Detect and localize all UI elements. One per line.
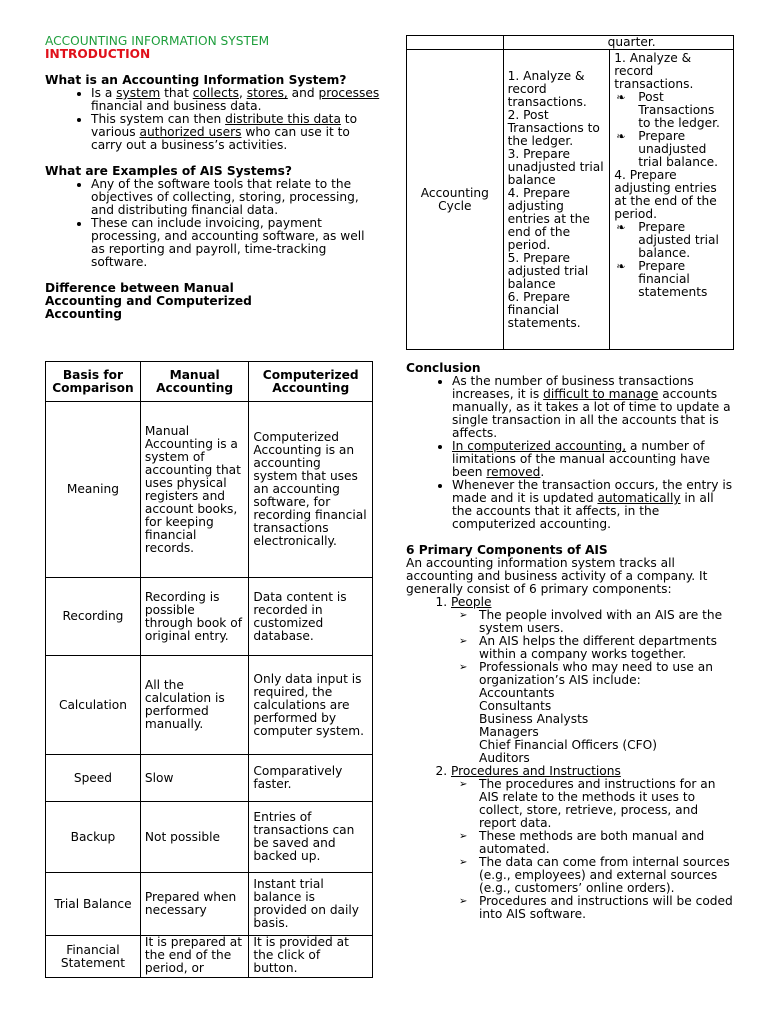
- list-item: • Is a system that collects, stores, and processes financial and business data.: [91, 87, 380, 113]
- cycle-sublist: [614, 91, 729, 169]
- table-row: [407, 36, 734, 50]
- list-item: • Any of the software tools that relate to the objectives of collecting, storing, processing, and distributing financial data.: [91, 178, 380, 217]
- people-points: [451, 609, 736, 687]
- table-cell: Trial Balance: [46, 873, 141, 936]
- list-item: ➢ These methods are both manual and automated.: [479, 830, 736, 856]
- list-item: ❧ Prepare unadjusted trial balance.: [638, 130, 729, 169]
- table-row: [46, 578, 373, 656]
- table-cell: Data content is recorded in customized database.: [249, 578, 373, 656]
- list-item: ➢ Professionals who may need to use an organization’s AIS include:: [479, 661, 736, 687]
- components-heading: 6 Primary Components of AIS: [406, 543, 608, 557]
- table-cell: It is provided at the click of button.: [249, 936, 373, 978]
- table-row: [46, 802, 373, 873]
- section-title: INTRODUCTION: [45, 47, 151, 61]
- table-cell: Only data input is required, the calculations are performed by computer system.: [249, 656, 373, 755]
- examples-heading: What are Examples of AIS Systems?: [45, 164, 292, 178]
- table-row: [407, 50, 734, 350]
- column-header: Computerized Accounting: [249, 362, 373, 402]
- component-title: Procedures and Instructions: [451, 764, 621, 778]
- right-column: [406, 362, 736, 921]
- table-cell: [407, 36, 504, 50]
- component-title: People: [451, 595, 492, 609]
- components-list: [406, 596, 736, 921]
- column-header: Manual Accounting: [140, 362, 249, 402]
- column-header: Basis for Comparison: [46, 362, 141, 402]
- conclusion-heading: Conclusion: [406, 361, 481, 375]
- cycle-step: 1. Analyze & record transactions.: [614, 51, 694, 91]
- role-item: Auditors: [479, 751, 530, 765]
- table-cell: Instant trial balance is provided on daily basis.: [249, 873, 373, 936]
- components-intro: An accounting information system tracks all accounting and business activity of a company. It generally consist of 6 primary components:: [406, 556, 708, 596]
- table-cell: Not possible: [140, 802, 249, 873]
- list-item: ❧ Post Transactions to the ledger.: [638, 91, 729, 130]
- table-cell: Prepared when necessary: [140, 873, 249, 936]
- list-item: ➢ Procedures and instructions will be coded into AIS software.: [479, 895, 736, 921]
- table-cell: quarter.: [503, 36, 733, 50]
- role-item: Consultants: [479, 699, 552, 713]
- list-item: • This system can then distribute this data to various authorized users who can use it to carry out a business’s activities.: [91, 113, 380, 152]
- list-item: • These can include invoicing, payment processing, and accounting software, as well as reporting and payroll, time-tracking software.: [91, 217, 380, 269]
- role-item: Business Analysts: [479, 712, 589, 726]
- conclusion-list: [406, 375, 736, 531]
- document-title: ACCOUNTING INFORMATION SYSTEM: [45, 34, 270, 48]
- what-is-heading: What is an Accounting Information System?: [45, 73, 347, 87]
- component-procedures: [451, 765, 736, 921]
- procedures-points: [451, 778, 736, 921]
- role-item: Chief Financial Officers (CFO): [479, 738, 657, 752]
- table-row: [46, 873, 373, 936]
- table-cell: Meaning: [46, 402, 141, 578]
- table-row: [46, 755, 373, 802]
- difference-table: [45, 361, 373, 978]
- difference-heading: Difference between Manual Accounting and Computerized Accounting: [45, 281, 252, 321]
- role-item: Accountants: [479, 686, 555, 700]
- table-cell: Slow: [140, 755, 249, 802]
- table-cell: All the calculation is performed manually.: [140, 656, 249, 755]
- cycle-table: [406, 35, 734, 350]
- table-cell: Comparatively faster.: [249, 755, 373, 802]
- table-cell: Backup: [46, 802, 141, 873]
- cycle-step: 4. Prepare adjusting entries at the end of the period.: [614, 168, 717, 221]
- table-cell: [610, 50, 734, 350]
- examples-list: [45, 178, 380, 269]
- left-column: [45, 35, 380, 321]
- list-item: • As the number of business transactions increases, it is difficult to manage accounts manually, as it takes a lot of time to update a single transaction in all the accounts that is affects.: [452, 375, 736, 440]
- list-item: ➢ The procedures and instructions for an AIS relate to the methods it uses to collect, store, retrieve, process, and report data.: [479, 778, 736, 830]
- table-header-row: [46, 362, 373, 402]
- list-item: • Whenever the transaction occurs, the entry is made and it is updated automatically in all the accounts that it affects, in the computerized accounting.: [452, 479, 736, 531]
- list-item: ➢ The people involved with an AIS are the system users.: [479, 609, 736, 635]
- table-cell: It is prepared at the end of the period, or: [140, 936, 249, 978]
- table-cell: Manual Accounting is a system of accounting that uses physical registers and account books, for keeping financial records.: [140, 402, 249, 578]
- cycle-sublist: [614, 221, 729, 299]
- table-cell: Financial Statement: [46, 936, 141, 978]
- table-cell: Speed: [46, 755, 141, 802]
- roles-list: [451, 687, 736, 765]
- table-cell: Computerized Accounting is an accounting system that uses an accounting software, for recording financial transactions electronically.: [249, 402, 373, 578]
- table-cell: Recording is possible through book of original entry.: [140, 578, 249, 656]
- list-item: ➢ An AIS helps the different departments within a company works together.: [479, 635, 736, 661]
- role-item: Managers: [479, 725, 539, 739]
- list-item: ❧ Prepare adjusted trial balance.: [638, 221, 729, 260]
- what-is-list: [45, 87, 380, 152]
- table-cell: Recording: [46, 578, 141, 656]
- table-row: [46, 656, 373, 755]
- list-item: ❧ Prepare financial statements: [638, 260, 729, 299]
- table-row: [46, 402, 373, 578]
- component-people: [451, 596, 736, 765]
- list-item: ➢ The data can come from internal sources (e.g., employees) and external sources (e.g., customers’ online orders).: [479, 856, 736, 895]
- list-item: • In computerized accounting, a number of limitations of the manual accounting have been removed.: [452, 440, 736, 479]
- table-cell: Entries of transactions can be saved and backed up.: [249, 802, 373, 873]
- table-row: [46, 936, 373, 978]
- table-cell: 1. Analyze & record transactions. 2. Post Transactions to the ledger. 3. Prepare unadjusted trial balance 4. Prepare adjusting entries at the end of the period. 5. Prepare adjusted trial balance 6. Prepare financial statements.: [503, 50, 610, 350]
- table-cell: Accounting Cycle: [407, 50, 504, 350]
- table-cell: Calculation: [46, 656, 141, 755]
